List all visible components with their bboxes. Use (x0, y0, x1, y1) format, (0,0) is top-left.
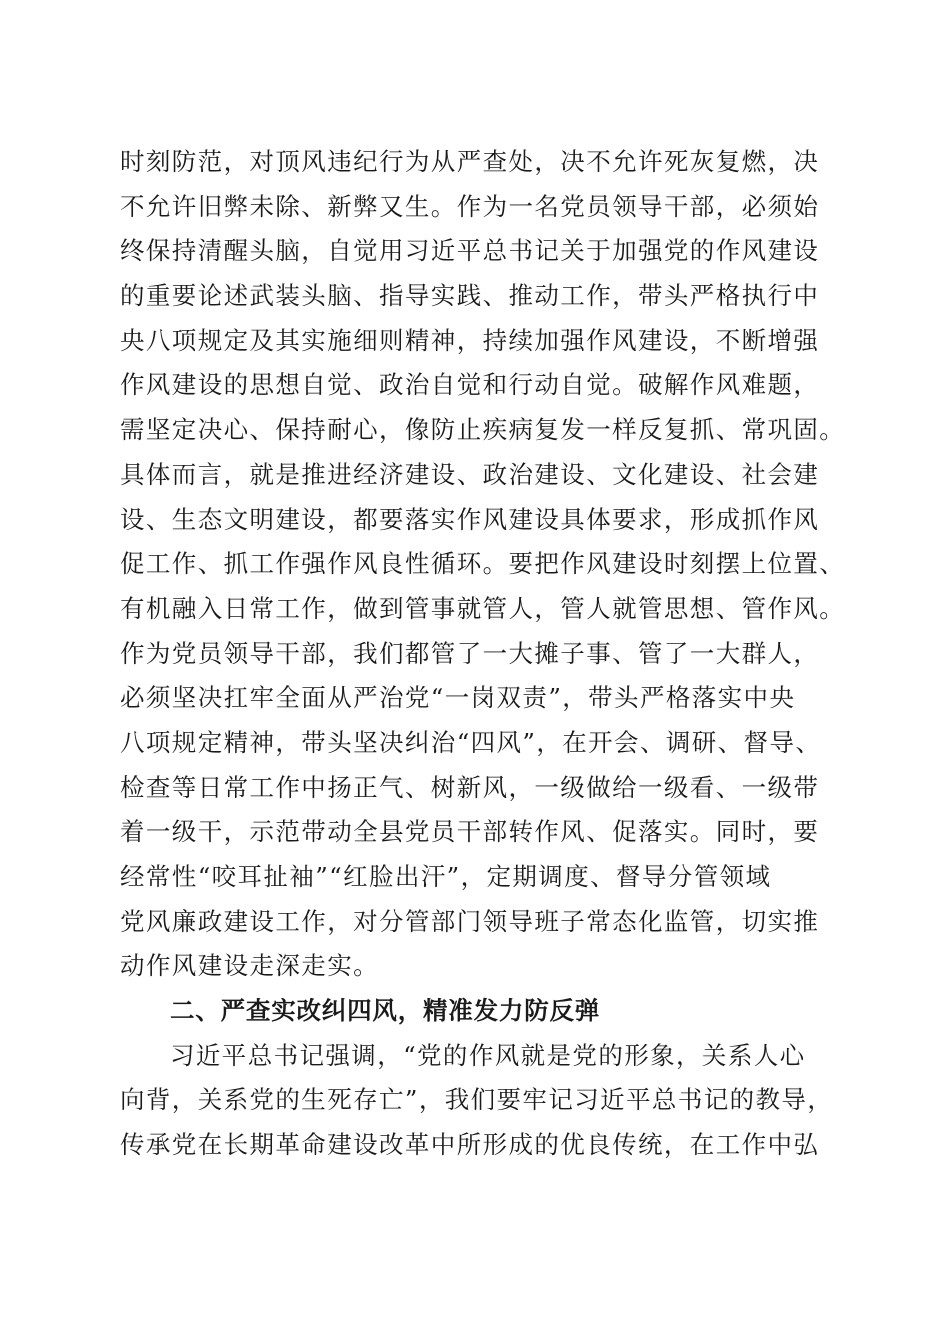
text-line: 具体而言，就是推进经济建设、政治建设、文化建设、社会建 (120, 459, 820, 489)
text-line: 动作风建设走深走实。 (120, 951, 379, 981)
text-line: 有机融入日常工作，做到管事就管人，管人就管思想、管作风。 (120, 593, 846, 623)
paragraph-1 (120, 140, 846, 989)
paragraph-2 (120, 1034, 832, 1168)
text-line: 促工作、抓工作强作风良性循环。要把作风建设时刻摆上位置、 (120, 549, 846, 579)
text-line: 作为党员领导干部，我们都管了一大摊子事、管了一大群人， (120, 638, 820, 668)
text-line: 着一级干，示范带动全县党员干部转作风、促落实。同时，要 (120, 817, 820, 847)
text-line: 检查等日常工作中扬正气、树新风，一级做给一级看、一级带 (120, 772, 820, 802)
text-line: 习近平总书记强调，“党的作风就是党的形象，关系人心 (170, 1040, 806, 1070)
text-line: 不允许旧弊未除、新弊又生。作为一名党员领导干部，必须始 (120, 191, 820, 221)
text-line: 需坚定决心、保持耐心，像防止疾病复发一样反复抓、常巩固。 (120, 415, 846, 445)
text-line: 作风建设的思想自觉、政治自觉和行动自觉。破解作风难题， (120, 370, 820, 400)
text-line: 八项规定精神，带头坚决纠治“四风”，在开会、调研、督导、 (120, 727, 822, 757)
text-line: 设、生态文明建设，都要落实作风建设具体要求，形成抓作风 (120, 504, 820, 534)
text-line: 党风廉政建设工作，对分管部门领导班子常态化监管，切实推 (120, 906, 820, 936)
text-line: 经常性“咬耳扯袖”“红脸出汗”，定期调度、督导分管领域 (120, 862, 772, 891)
text-line: 的重要论述武装头脑、指导实践、推动工作，带头严格执行中 (120, 281, 820, 311)
section-heading: 二、严查实改纠四风，精准发力防反弹 (170, 996, 601, 1026)
text-line: 传承党在长期革命建设改革中所形成的优良传统，在工作中弘 (120, 1130, 820, 1160)
text-line: 终保持清醒头脑，自觉用习近平总书记关于加强党的作风建设 (120, 236, 820, 266)
document-body (120, 140, 846, 1168)
text-line: 央八项规定及其实施细则精神，持续加强作风建设，不断增强 (120, 325, 820, 355)
text-line: 必须坚决扛牢全面从严治党“一岗双责”，带头严格落实中央 (120, 683, 796, 713)
text-line: 向背，关系党的生死存亡”，我们要牢记习近平总书记的教导， (120, 1085, 834, 1115)
text-line: 时刻防范，对顶风违纪行为从严查处，决不允许死灰复燃，决 (120, 147, 820, 176)
